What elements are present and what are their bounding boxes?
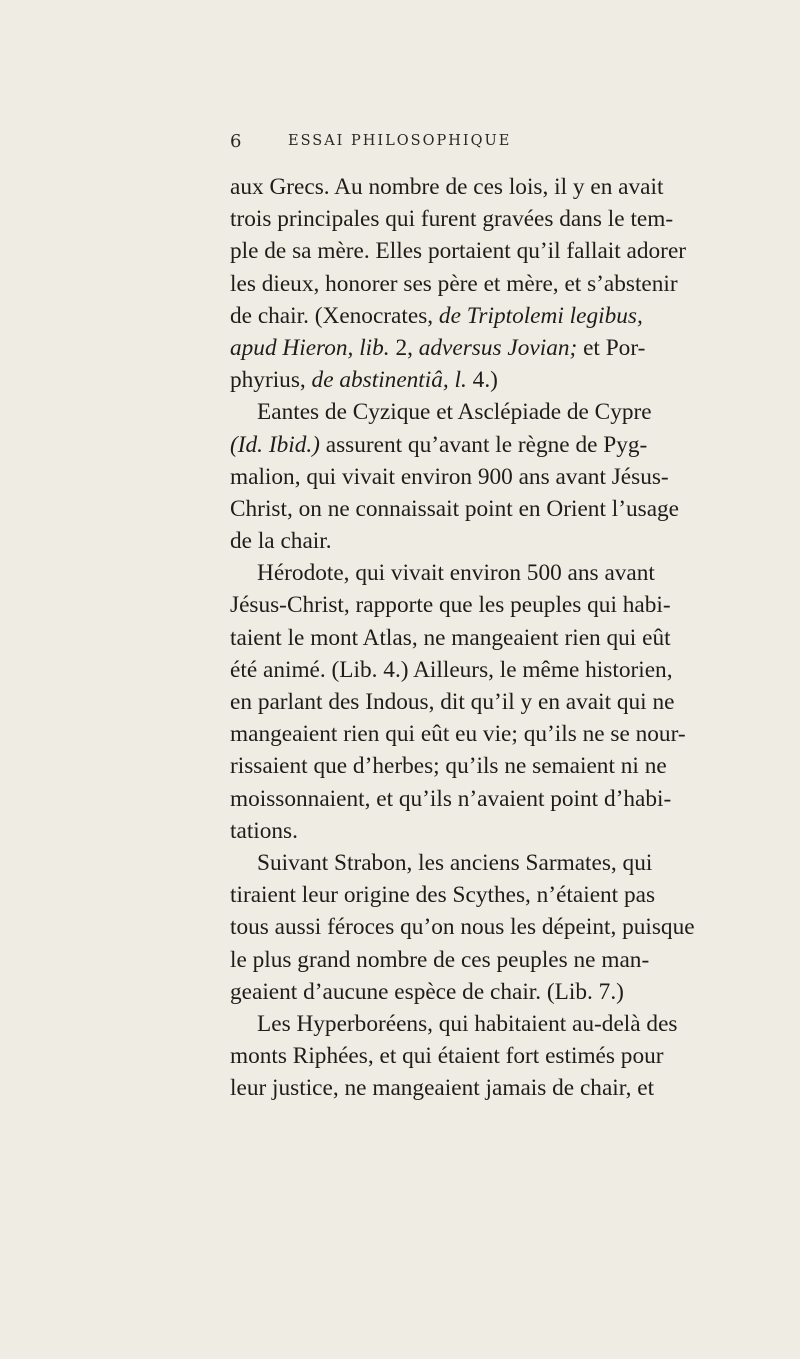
text-line-5: de chair. (Xenocrates, de Triptolemi legibus,	[230, 302, 643, 329]
text-line-14: Jésus-Christ, rapporte que les peuples qui habi-	[230, 592, 671, 619]
text-line-15: taient le mont Atlas, ne mangeaient rien qui eût	[230, 624, 671, 651]
text-line-4: les dieux, honorer ses père et mère, et s’abstenir	[230, 270, 678, 297]
text-line-2: trois principales qui furent gravées dans le tem-	[230, 206, 674, 233]
body-text	[230, 171, 790, 1104]
text-line-25: le plus grand nombre de ces peuples ne man-	[230, 946, 650, 973]
running-head: ESSAI PHILOSOPHIQUE	[288, 133, 512, 149]
text-line-8: Eantes de Cyzique et Asclépiade de Cypre	[257, 399, 652, 426]
page-number: 6	[230, 131, 242, 152]
text-line-16: été animé. (Lib. 4.) Ailleurs, le même historien,	[230, 656, 673, 683]
text-line-19: rissaient que d’herbes; qu’ils ne semaient ni ne	[230, 753, 667, 780]
citation-italic: (Id. Ibid.)	[230, 431, 320, 458]
citation-italic: adversus Jovian;	[418, 334, 578, 361]
text-line-9: (Id. Ibid.) assurent qu’avant le règne de Pyg-	[230, 431, 648, 458]
text-line-22: Suivant Strabon, les anciens Sarmates, qui	[257, 849, 653, 876]
text-line-23: tiraient leur origine des Scythes, n’étaient pas	[230, 882, 656, 909]
text-line-6: apud Hieron, lib. 2, adversus Jovian; et Por-	[230, 334, 646, 361]
text-line-10: malion, qui vivait environ 900 ans avant Jésus-	[230, 463, 669, 490]
text-line-26: geaient d’aucune espèce de chair. (Lib. 7.)	[230, 978, 624, 1005]
text-line-21: tations.	[230, 817, 298, 844]
citation-italic: de abstinentiâ, l.	[311, 367, 467, 394]
citation-italic: apud Hieron, lib.	[230, 334, 390, 361]
text-line-13: Hérodote, qui vivait environ 500 ans avant	[257, 560, 655, 587]
text-line-1: aux Grecs. Au nombre de ces lois, il y en avait	[230, 174, 664, 200]
text-line-3: ple de sa mère. Elles portaient qu’il fallait adorer	[230, 238, 687, 265]
text-line-7: phyrius, de abstinentiâ, l. 4.)	[230, 367, 498, 394]
text-line-18: mangeaient rien qui eût eu vie; qu’ils ne se nour-	[230, 721, 686, 748]
text-line-20: moissonnaient, et qu’ils n’avaient point d’habi-	[230, 785, 672, 812]
text-line-17: en parlant des Indous, dit qu’il y en avait qui ne	[230, 689, 675, 715]
text-line-29: leur justice, ne mangeaient jamais de chair, et	[230, 1075, 655, 1102]
text-line-28: monts Riphées, et qui étaient fort estimés pour	[230, 1043, 664, 1070]
text-line-24: tous aussi féroces qu’on nous les dépeint, puisque	[230, 914, 695, 941]
text-line-12: de la chair.	[230, 528, 332, 555]
citation-italic: de Triptolemi legibus,	[438, 302, 643, 329]
text-line-27: Les Hyperboréens, qui habitaient au-delà des	[257, 1010, 678, 1037]
text-line-11: Christ, on ne connaissait point en Orient l’usage	[230, 495, 680, 522]
